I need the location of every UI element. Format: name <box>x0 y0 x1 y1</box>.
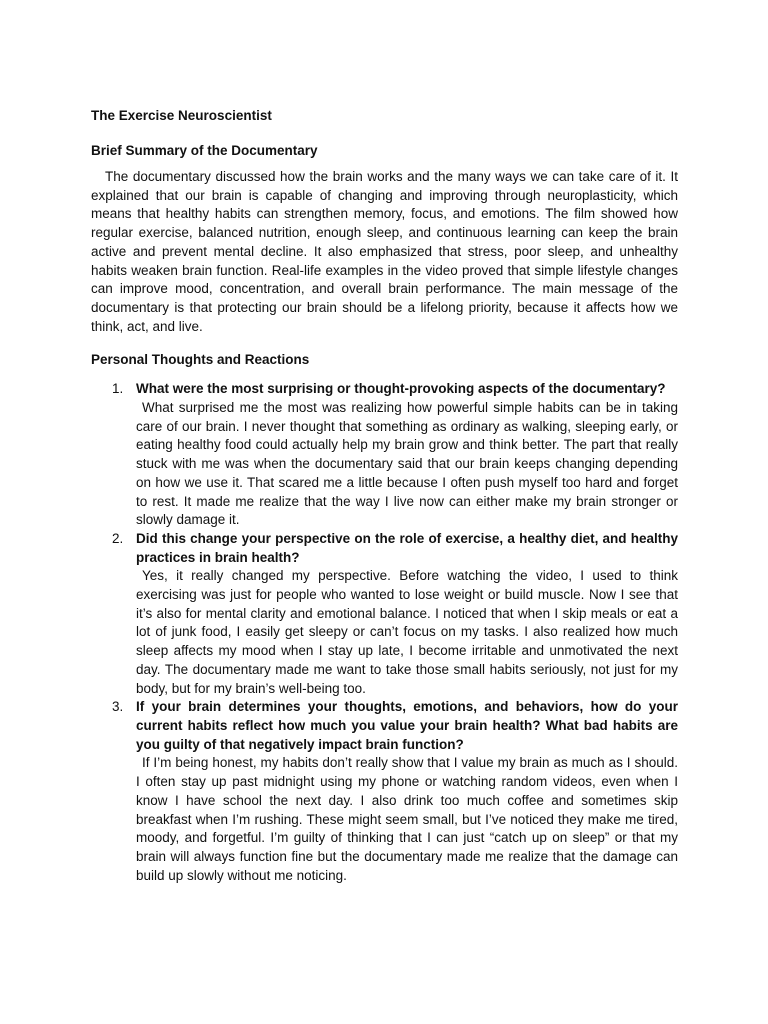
question-text: Did this change your perspective on the role of exercise, a healthy diet, and healthy practices in brain health? <box>136 530 678 565</box>
questions-list <box>91 380 678 885</box>
answer-text: If I’m being honest, my habits don’t really show that I value my brain as much as I should. I often stay up past midnight using my phone or watching random videos, even when I know I have school the next day. I also drink too much coffee and sometimes skip breakfast when I’m rushing. These might seem small, but I’ve noticed they make me tired, moody, and forgetful. I’m guilty of thinking that I can just “catch up on sleep” or that my brain will always function fine but the documentary made me realize that the damage can build up slowly without me noticing. <box>136 755 678 883</box>
thoughts-heading: Personal Thoughts and Reactions <box>91 352 310 368</box>
answer-text: What surprised me the most was realizing how powerful simple habits can be in taking care of our brain. I never thought that something as ordinary as walking, sleeping early, or eating healthy food could actually help my brain grow and think better. The part that really stuck with me was when the documentary said that our brain keeps changing depending on how we use it. That scared me a little because I often push myself too hard and forget to rest. It made me realize that the way I live now can either make my brain stronger or slowly damage it. <box>136 400 678 528</box>
question-number: 1. <box>112 381 124 397</box>
document-title: The Exercise Neuroscientist <box>91 108 272 123</box>
question-text: If your brain determines your thoughts, emotions, and behaviors, how do your current habits reflect how much you value your brain health? What bad habits are you guilty of that negatively impact brain function? <box>136 699 678 752</box>
question-number: 2. <box>112 530 124 546</box>
summary-paragraph: The documentary discussed how the brain works and the many ways we can take care of it. It explained that our brain is capable of changing and improving through neuroplasticity, which means that healthy habits can strengthen memory, focus, and emotions. The film showed how regular exercise, balanced nutrition, enough sleep, and continuous learning can keep the brain active and prevent mental decline. It also emphasized that stress, poor sleep, and unhealthy habits weaken brain function. Real-life examples in the video proved that simple lifestyle changes can improve mood, concentration, and overall brain performance. The main message of the documentary is that protecting our brain should be a lifelong priority, because it affects how we think, act, and live. <box>91 169 678 334</box>
question-text: What were the most surprising or thought-provoking aspects of the documentary? <box>136 381 666 397</box>
list-item <box>91 380 678 530</box>
list-item <box>91 698 678 885</box>
question-number: 3. <box>112 699 124 715</box>
answer-text: Yes, it really changed my perspective. Before watching the video, I used to think exercising was just for people who wanted to lose weight or build muscle. Now I see that it’s also for mental clarity and emotional balance. I noticed that when I skip meals or eat a lot of junk food, I easily get sleepy or can’t focus on my tasks. I also realized how much sleep affects my mood when I stay up late, I become irritable and unmotivated the next day. The documentary made me want to take those small habits seriously, not just for my body, but for my brain’s well-being too. <box>136 568 678 696</box>
list-item <box>91 530 678 698</box>
summary-heading: Brief Summary of the Documentary <box>91 143 318 158</box>
